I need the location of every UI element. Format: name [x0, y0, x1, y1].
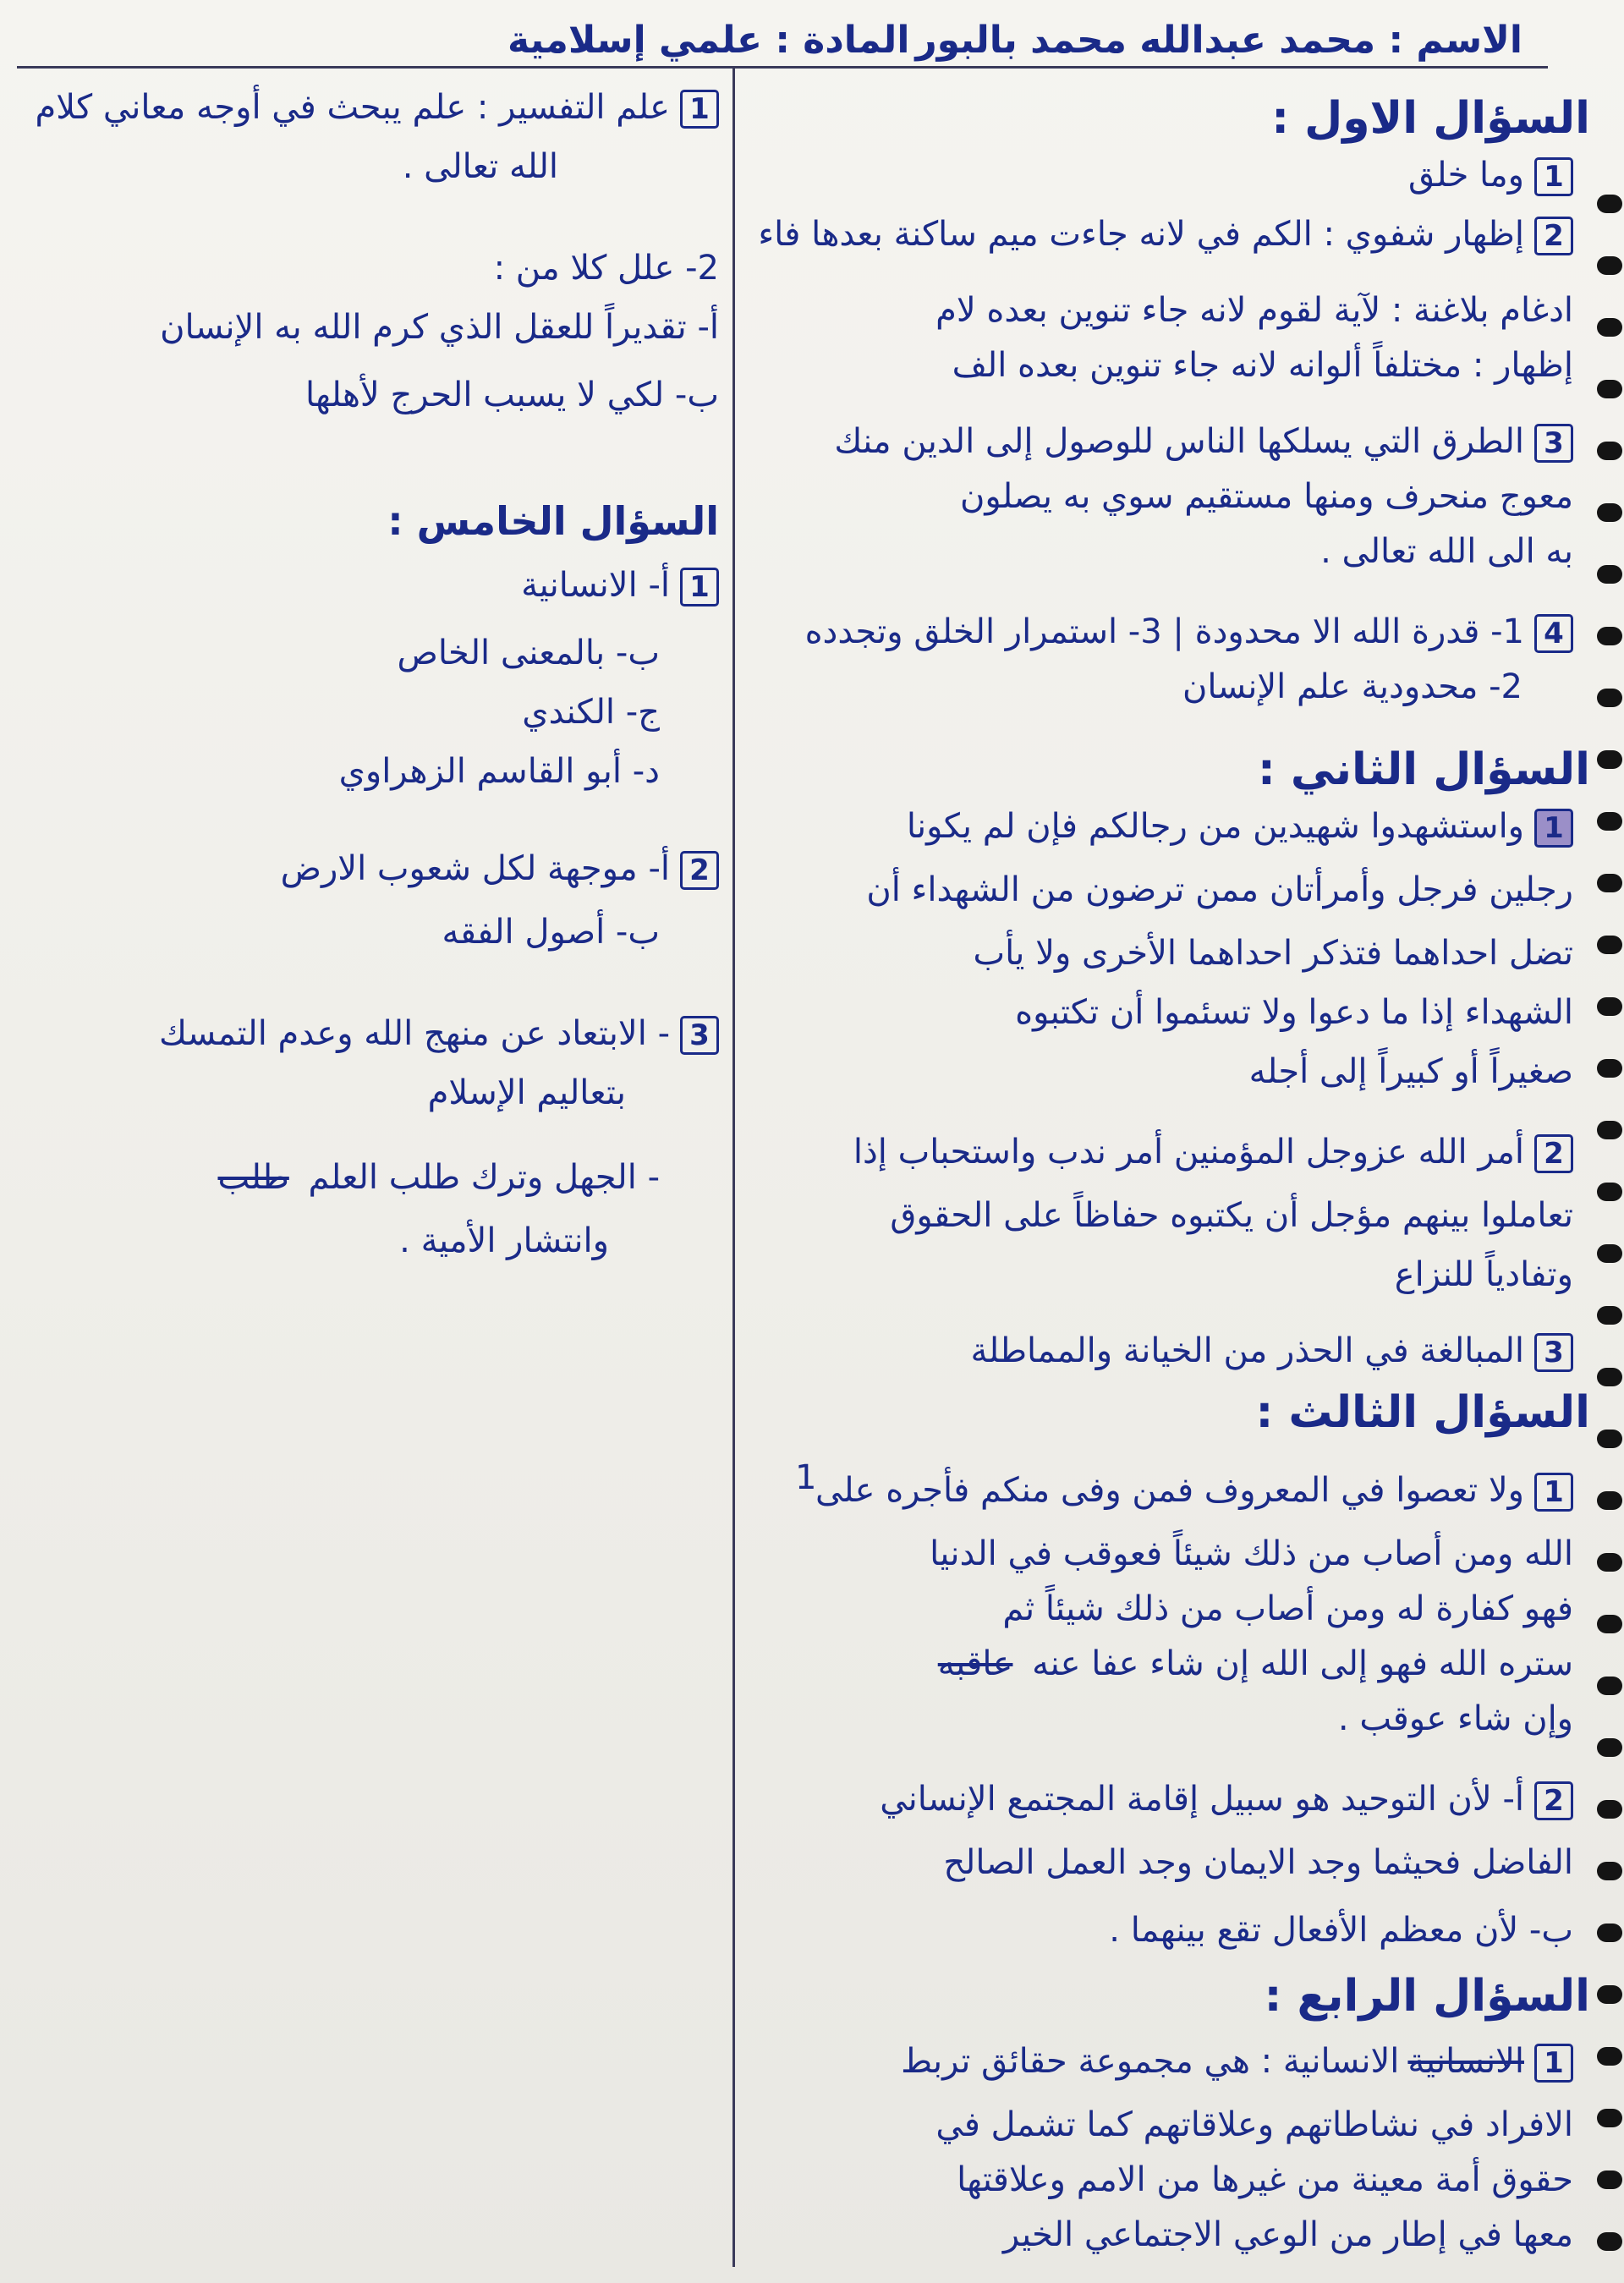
q5-item-3-number: 3 — [680, 1016, 719, 1055]
q2-item-2-line-1: أمر الله عزوجل المؤمنين أمر ندب واستحباب إذا — [853, 1133, 1524, 1172]
left-item-1 — [35, 85, 719, 130]
q1-item-3-number: 3 — [1534, 424, 1573, 463]
q1-item-3-line-1: الطرق التي يسلكها الناس للوصول إلى الدين منك — [834, 422, 1524, 461]
q2-item-2-line-3: وتفادياً للنزاع — [1394, 1255, 1573, 1294]
binding-hole — [1597, 1800, 1622, 1819]
q1-item-2-line-3: إظهار : مختلفاً ألوانه لانه جاء تنوين بعده الف — [952, 346, 1573, 385]
binding-hole — [1597, 1862, 1622, 1880]
binding-hole — [1597, 318, 1622, 337]
binding-hole — [1597, 1924, 1622, 1942]
binding-hole — [1597, 750, 1622, 769]
q3-item-2-number: 2 — [1534, 1781, 1573, 1820]
binding-hole — [1597, 2047, 1622, 2066]
left-item-1-line-2: الله تعالى . — [402, 147, 558, 186]
q5-item-1-line-2: ب- بالمعنى الخاص — [397, 634, 660, 672]
q5-item-2-line-2: ب- أصول الفقه — [442, 913, 660, 952]
q2-item-1-line-2: رجلين فرجل وأمرأتان ممن ترضون من الشهداء أن — [866, 870, 1573, 909]
subject-label: المادة : علمي إسلامية — [508, 19, 910, 62]
binding-hole — [1597, 1985, 1622, 2004]
q2-item-3-line-1: المبالغة في الحذر من الخيانة والمماطلة — [970, 1331, 1524, 1370]
q1-item-1-number: 1 — [1534, 157, 1573, 196]
binding-hole — [1597, 1059, 1622, 1078]
q2-item-3-number: 3 — [1534, 1333, 1573, 1372]
q2-heading: السؤال الثاني : — [1257, 744, 1590, 795]
left-item-2-line-1: 2- علل كلا من : — [493, 249, 719, 288]
q3-item-1-margin-mark: 1 — [795, 1458, 817, 1497]
q1-item-1 — [1408, 152, 1573, 198]
q3-item-2-line-2: الفاضل فحيثما وجد الايمان وجد العمل الصالح — [943, 1843, 1573, 1882]
q3-item-1-line-5: وإن شاء عوقب . — [1337, 1699, 1573, 1738]
q1-heading: السؤال الاول : — [1271, 93, 1590, 144]
binding-hole — [1597, 936, 1622, 954]
binding-hole — [1597, 1615, 1622, 1633]
binding-hole — [1597, 627, 1622, 645]
binding-hole — [1597, 2170, 1622, 2189]
q2-item-1-line-1: واستشهدوا شهيدين من رجالكم فإن لم يكونا — [906, 807, 1524, 846]
q5-item-3-struck-word: طلب — [217, 1158, 289, 1197]
q1-item-3-line-3: به الى الله تعالى . — [1320, 532, 1573, 571]
q4-item-1-line-4: معها في إطار من الوعي الاجتماعي الخير — [1002, 2215, 1573, 2254]
q3-item-1-struck-word: عاقبه — [937, 1644, 1013, 1683]
student-name: الاسم : محمد عبدالله محمد بالبور — [915, 19, 1522, 62]
binding-hole — [1597, 380, 1622, 398]
binding-hole — [1597, 2232, 1622, 2251]
left-item-1-line-1: علم التفسير : علم يبحث في أوجه معاني كلام — [35, 88, 670, 127]
q4-item-1-line-1: الانسانية : هي مجموعة حقائق تربط — [901, 2042, 1400, 2081]
q2-item-2-line-2: تعاملوا بينهم مؤجل أن يكتبوه حفاظاً على الحقوق — [890, 1196, 1573, 1235]
q5-item-2-number: 2 — [680, 851, 719, 890]
q3-item-1-line-4-text: ستره الله فهو إلى الله إن شاء عفا عنه — [1032, 1644, 1573, 1683]
q1-item-2 — [758, 211, 1573, 257]
left-item-2-line-3: ب- لكي لا يسبب الحرج لأهلها — [304, 376, 719, 414]
binding-hole — [1597, 195, 1622, 213]
q2-item-2-number: 2 — [1534, 1134, 1573, 1173]
binding-hole — [1597, 1368, 1622, 1386]
binding-hole — [1597, 1430, 1622, 1448]
left-item-1-number: 1 — [680, 90, 719, 129]
q5-heading: السؤال الخامس : — [387, 498, 719, 544]
binding-hole — [1597, 1183, 1622, 1201]
left-item-2-line-2: أ- تقديراً للعقل الذي كرم الله به الإنسان — [160, 308, 719, 347]
q3-item-1-line-1: ولا تعصوا في المعروف فمن وفى منكم فأجره على — [815, 1471, 1524, 1510]
q2-item-1-line-4: الشهداء إذا ما دعوا ولا تسئموا أن تكتبوه — [1015, 993, 1573, 1032]
binding-hole — [1597, 565, 1622, 584]
binding-hole — [1597, 1738, 1622, 1757]
q2-item-1-number: 1 — [1534, 809, 1573, 848]
q1-item-2-line-1: إظهار شفوي : الكم في لانه جاءت ميم ساكنة بعدها فاء — [758, 215, 1524, 254]
q1-item-3-line-2: معوج منحرف ومنها مستقيم سوي به يصلون — [959, 477, 1573, 516]
q3-item-2-line-1: أ- لأن التوحيد هو سبيل إقامة المجتمع الإنساني — [880, 1780, 1524, 1819]
q3-item-2-line-3: ب- لأن معظم الأفعال تقع بينهما . — [1109, 1911, 1573, 1950]
q1-item-1-line-1: وما خلق — [1408, 156, 1524, 195]
q5-item-2-line-1: أ- موجهة لكل شعوب الارض — [280, 849, 670, 888]
q4-item-1-line-3: حقوق أمة معينة من غيرها من الامم وعلاقتها — [957, 2160, 1573, 2199]
binding-hole — [1597, 503, 1622, 522]
binding-hole — [1597, 442, 1622, 460]
q5-item-3-line-3-text: - الجهل وترك طلب العلم — [308, 1158, 660, 1197]
binding-hole — [1597, 1677, 1622, 1695]
q3-item-1-line-2: الله ومن أصاب من ذلك شيئاً فعوقب في الدنيا — [930, 1534, 1573, 1573]
q3-item-1 — [815, 1468, 1573, 1513]
q5-item-3-line-2: بتعاليم الإسلام — [427, 1073, 626, 1112]
q5-item-3-line-4: وانتشار الأمية . — [399, 1221, 609, 1260]
q4-item-1 — [901, 2039, 1573, 2084]
q1-item-2-line-2: ادغام بلاغنة : لآية لقوم لانه جاء تنوين بعده لام — [935, 291, 1573, 330]
q3-item-1-line-3: فهو كفارة له ومن أصاب من ذلك شيئاً ثم — [1002, 1589, 1573, 1628]
q5-item-1-line-4: د- أبو القاسم الزهراوي — [338, 752, 660, 791]
binding-hole — [1597, 997, 1622, 1016]
binding-hole — [1597, 812, 1622, 831]
q1-item-4-number: 4 — [1534, 614, 1573, 653]
q2-item-3 — [971, 1328, 1574, 1374]
binding-hole — [1597, 1491, 1622, 1510]
column-divider — [732, 68, 735, 2267]
q1-item-4 — [805, 609, 1573, 655]
binding-hole — [1597, 689, 1622, 707]
q2-item-1 — [907, 804, 1573, 849]
q4-heading: السؤال الرابع : — [1264, 1971, 1590, 2022]
q1-item-4-line-1: 1- قدرة الله الا محدودة | 3- استمرار الخلق وتجدده — [804, 612, 1524, 651]
q4-item-1-struck-word: الانسانية — [1407, 2042, 1524, 2081]
q3-item-1-number: 1 — [1534, 1473, 1573, 1512]
q2-item-1-line-5: صغيراً أو كبيراً إلى أجله — [1248, 1052, 1573, 1091]
q3-item-2 — [880, 1776, 1573, 1822]
q1-item-2-number: 2 — [1534, 217, 1573, 255]
q4-item-1-number: 1 — [1534, 2044, 1573, 2083]
q5-item-1-line-1: أ- الانسانية — [521, 566, 670, 605]
q5-item-1 — [521, 563, 719, 608]
q1-item-3 — [834, 419, 1573, 464]
binding-hole — [1597, 874, 1622, 892]
q5-item-3-line-1: - الابتعاد عن منهج الله وعدم التمسك — [158, 1014, 670, 1053]
q2-item-1-line-3: تضل احداهما فتذكر احداهما الأخرى ولا يأب — [973, 934, 1573, 973]
q1-item-4-line-2: 2- محدودية علم الإنسان — [1182, 667, 1522, 706]
binding-hole — [1597, 1553, 1622, 1572]
binding-hole — [1597, 1121, 1622, 1139]
binding-hole — [1597, 1306, 1622, 1325]
binding-hole — [1597, 256, 1622, 275]
header-underline — [17, 66, 1548, 69]
binding-hole — [1597, 2109, 1622, 2127]
q2-item-2 — [853, 1129, 1573, 1175]
q4-item-1-line-2: الافراد في نشاطاتهم وعلاقاتهم كما تشمل في — [935, 2105, 1573, 2144]
q3-heading: السؤال الثالث : — [1255, 1387, 1590, 1438]
q5-item-2 — [281, 846, 719, 892]
q5-item-1-line-3: ج- الكندي — [522, 693, 660, 732]
q5-item-3 — [159, 1011, 719, 1056]
q3-item-1-line-4 — [938, 1641, 1573, 1687]
binding-hole — [1597, 1244, 1622, 1263]
q5-item-1-number: 1 — [680, 568, 719, 606]
q5-item-3-line-3 — [217, 1155, 660, 1200]
